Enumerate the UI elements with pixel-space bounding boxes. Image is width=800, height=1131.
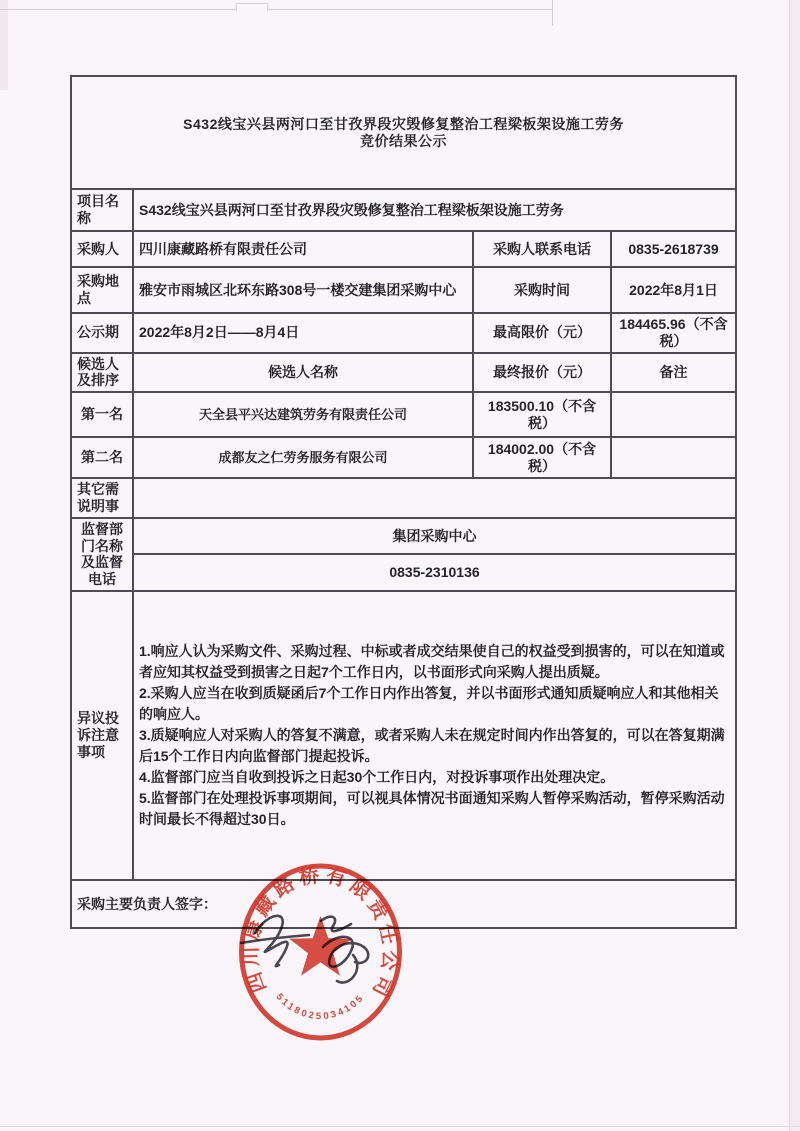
page-left-shadow <box>0 0 8 90</box>
candidate-2-note <box>611 437 736 478</box>
period-label: 公示期 <box>71 313 133 353</box>
project-name-label: 项目名称 <box>71 189 133 231</box>
page-right-margin <box>790 0 800 1131</box>
table-row <box>71 437 736 478</box>
objection-item: 2.采购人应当在收到质疑函后7个工作日内作出答复，并以书面形式通知质疑响应人和其他相关的响应人。 <box>139 684 719 722</box>
handwritten-signature <box>233 893 403 1008</box>
max-price-value: 184465.96（不含税） <box>611 313 736 353</box>
objection-content <box>133 591 736 880</box>
location-value: 雅安市雨城区北环东路308号一楼交建集团采购中心 <box>133 267 473 313</box>
max-price-label: 最高限价（元） <box>473 313 611 353</box>
supervision-phone: 0835-2310136 <box>133 554 736 591</box>
document-title <box>71 76 736 189</box>
candidates-rank-label: 候选人及排序 <box>71 353 133 393</box>
buyer-phone-value: 0835-2618739 <box>611 231 736 267</box>
objection-item: 3.质疑响应人对采购人的答复不满意，或者采购人未在规定时间内作出答复的，可以在答复期满后15个工作日内向监督部门提起投诉。 <box>139 726 725 764</box>
final-price-header: 最终报价（元） <box>473 353 611 393</box>
candidate-2-price: 184002.00（不含税） <box>473 437 611 478</box>
buyer-label: 采购人 <box>71 231 133 267</box>
objection-item: 4.监督部门应当自收到投诉之日起30个工作日内，对投诉事项作出处理决定。 <box>139 768 615 785</box>
supervision-label: 监督部门名称及监督电话 <box>71 518 133 591</box>
objection-label: 异议投诉注意事项 <box>71 591 133 880</box>
period-value: 2022年8月2日——8月4日 <box>133 313 473 353</box>
purchase-time-label: 采购时间 <box>473 267 611 313</box>
buyer-value: 四川康藏路桥有限责任公司 <box>133 231 473 267</box>
paper-seam <box>0 9 553 10</box>
candidate-name-header: 候选人名称 <box>133 353 473 393</box>
purchase-time-value: 2022年8月1日 <box>611 267 736 313</box>
candidate-1-note <box>611 392 736 437</box>
title-line-2: 竞价结果公示 <box>360 132 447 149</box>
other-notes-label: 其它需说明事 <box>71 478 133 518</box>
project-name-value: S432线宝兴县两河口至甘孜界段灾毁修复整治工程梁板架设施工劳务 <box>133 189 736 231</box>
candidate-1-name: 天全县平兴达建筑劳务有限责任公司 <box>133 392 473 437</box>
buyer-phone-label: 采购人联系电话 <box>473 231 611 267</box>
candidate-1-rank: 第一名 <box>71 392 133 437</box>
objection-item: 5.监督部门在处理投诉事项期间，可以视具体情况书面通知采购人暂停采购活动，暂停采购活动时间最长不得超过30日。 <box>139 789 725 827</box>
candidate-1-price: 183500.10（不含税） <box>473 392 611 437</box>
paper-seam-bump <box>236 3 268 11</box>
candidate-2-name: 成都友之仁劳务服务有限公司 <box>133 437 473 478</box>
seal-company-text: 四川康藏路桥有限责任公司 <box>240 863 402 1004</box>
supervision-dept: 集团采购中心 <box>133 518 736 555</box>
page-bottom-edge <box>0 1126 800 1127</box>
location-label: 采购地点 <box>71 267 133 313</box>
candidate-2-rank: 第二名 <box>71 437 133 478</box>
title-line-1: S432线宝兴县两河口至甘孜界段灾毁修复整治工程梁板架设施工劳务 <box>183 115 624 132</box>
notice-table <box>70 75 737 929</box>
paper-seam-vertical <box>552 0 553 26</box>
table-row <box>71 392 736 437</box>
page-right-edge <box>789 0 790 1131</box>
objection-item: 1.响应人认为采购文件、采购过程、中标或者成交结果使自己的权益受到损害的，可以在知道或者应知其权益受到损害之日起7个工作日内，以书面形式向采购人提出质疑。 <box>139 642 725 680</box>
other-notes-value <box>133 478 736 518</box>
signature-row-label: 采购主要负责人签字： <box>71 880 736 928</box>
note-header: 备注 <box>611 353 736 393</box>
seal-serial-number: 5118025034105 <box>273 991 367 1023</box>
